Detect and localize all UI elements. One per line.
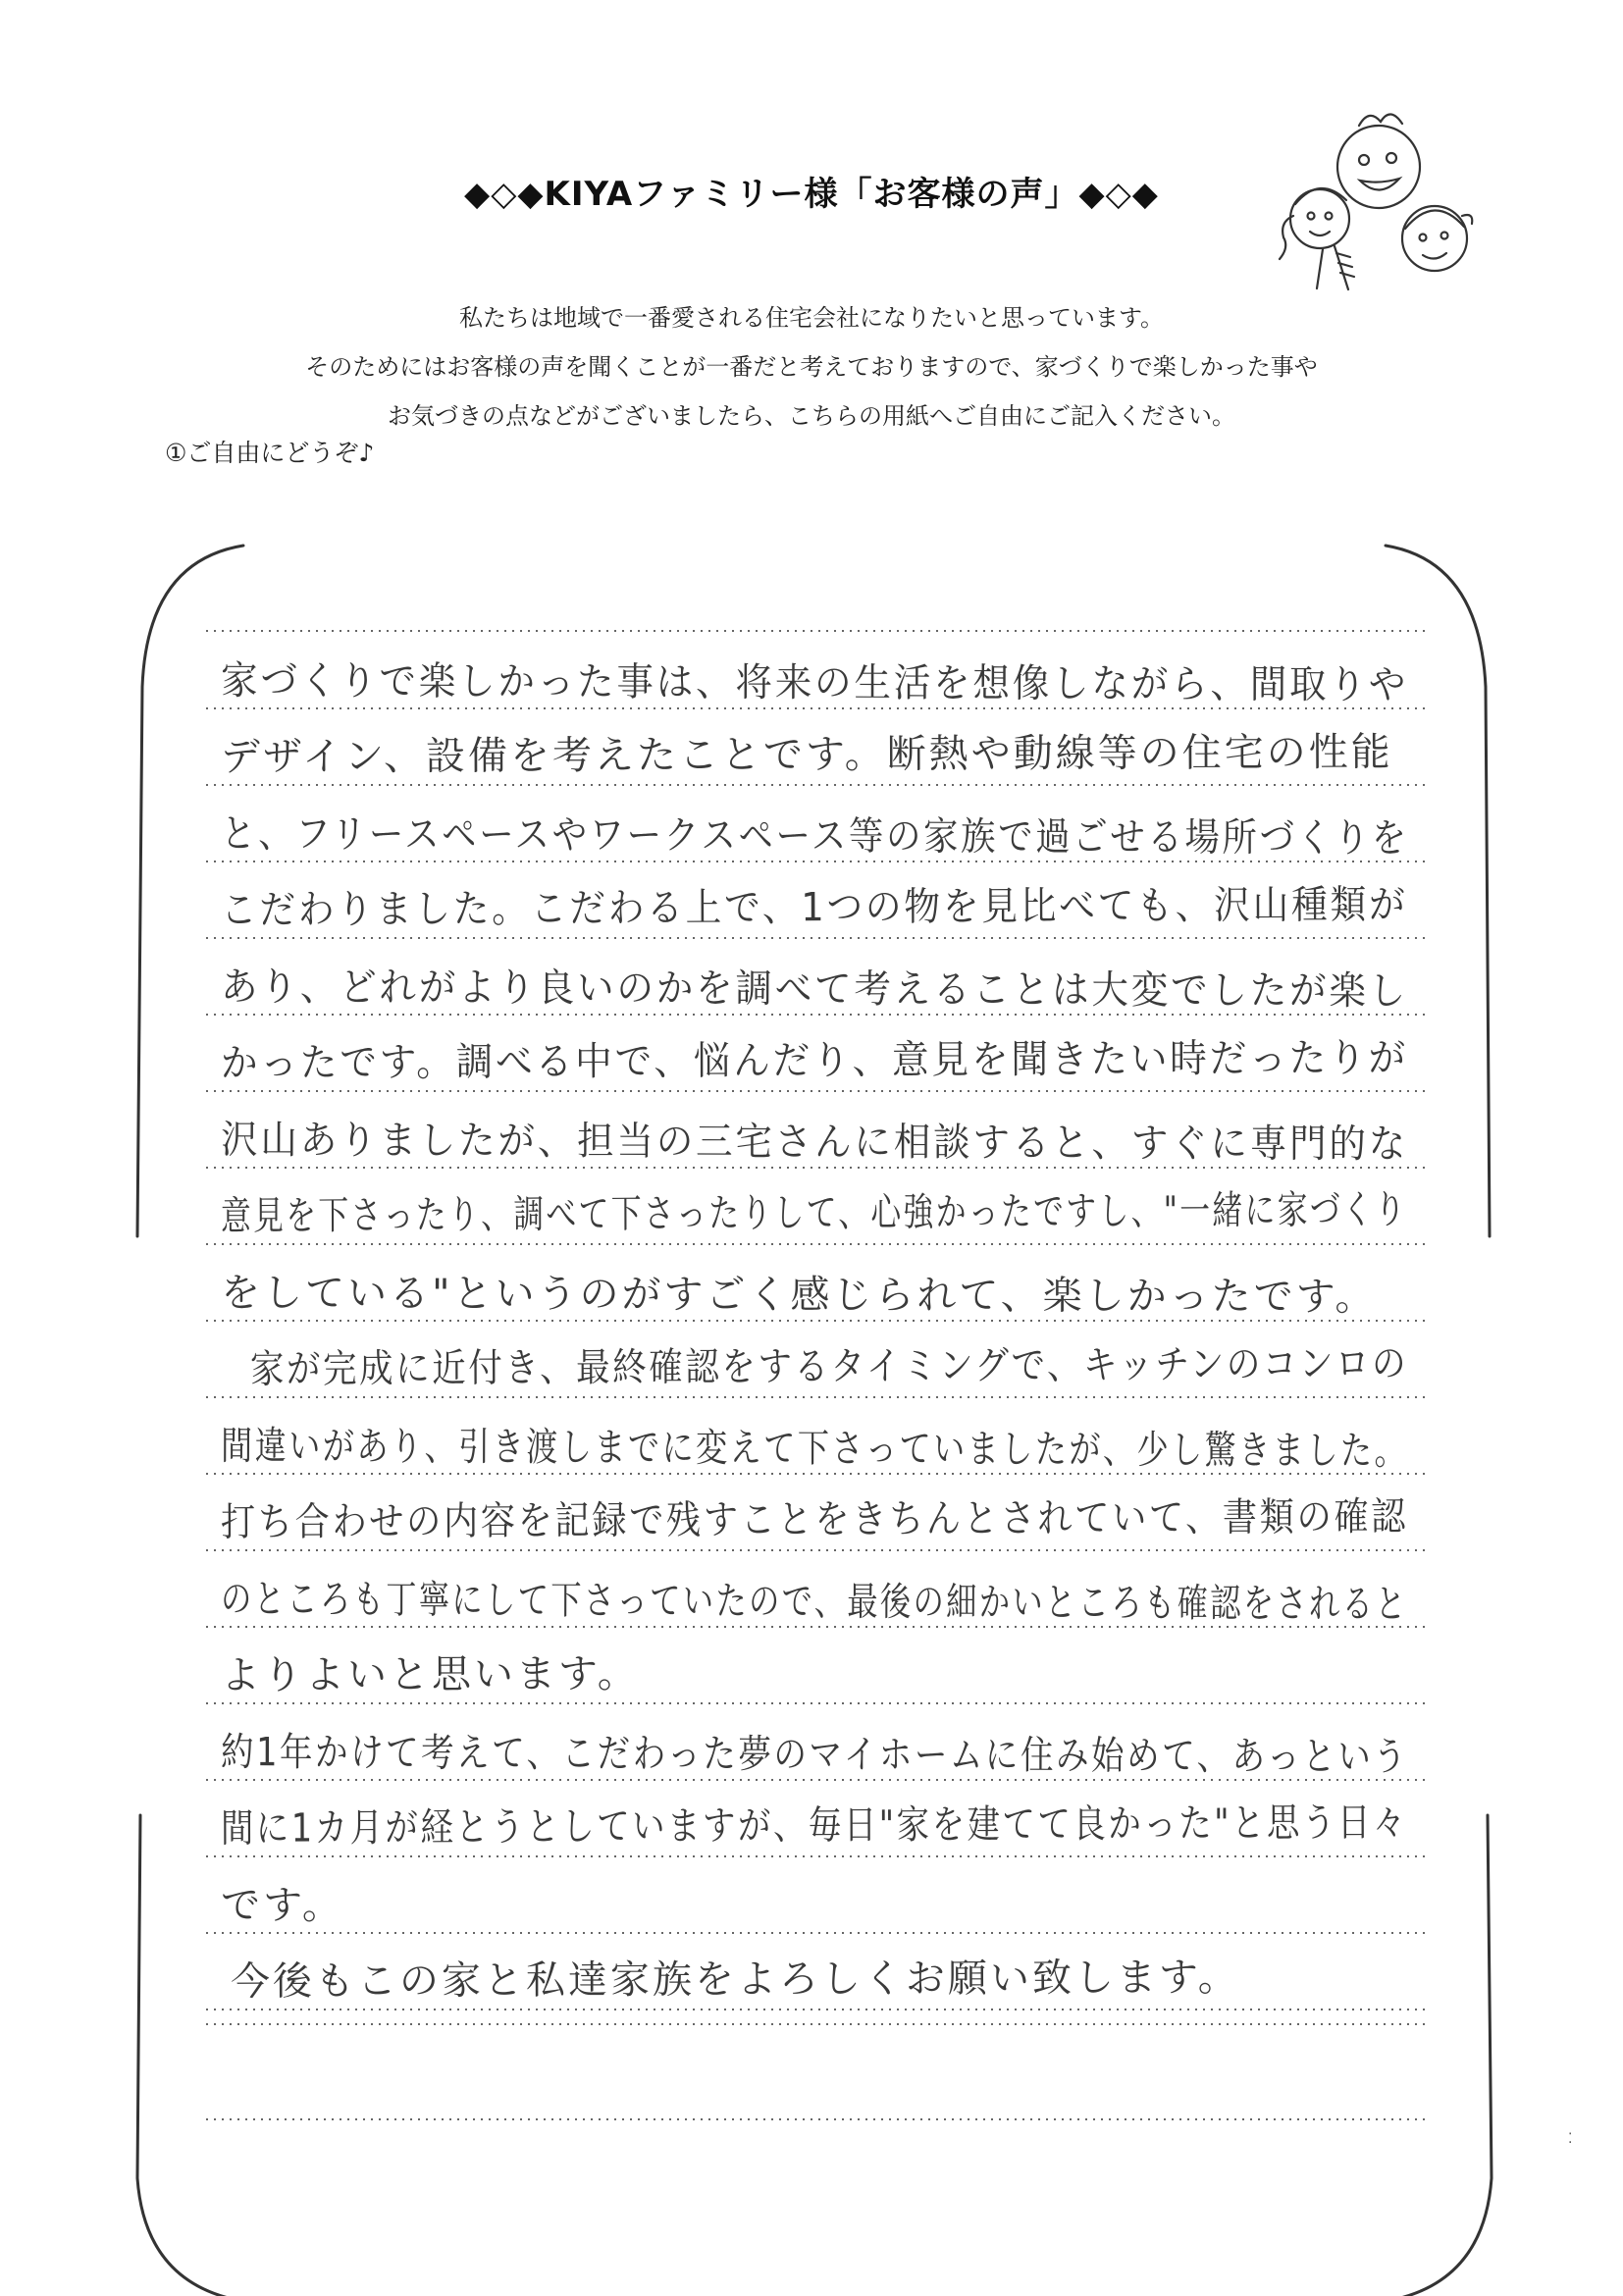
handwritten-line: 間に1カ月が経とうとしていますが、毎日"家を建てて良かった"と思う日々: [220, 1800, 1408, 1852]
handwritten-line: こだわりました。こだわる上で、1つの物を見比べても、沢山種類が: [220, 882, 1408, 933]
intro-line-1: 私たちは地域で一番愛される住宅会社になりたいと思っています。: [458, 304, 1165, 332]
handwritten-line: 約1年かけて考えて、こだわった夢のマイホームに住み始めて、あっという: [221, 1730, 1409, 1781]
intro-line-3: お気づきの点などがございましたら、こちらの用紙へご自由にご記入ください。: [388, 402, 1235, 430]
page-title: ◆◇◆KIYAファミリー様「お客様の声」◆◇◆: [464, 175, 1159, 214]
handwritten-line: 家が完成に近付き、最終確認をするタイミングで、キッチンのコンロの: [249, 1341, 1409, 1392]
corner-mark: ⁚: [1568, 2131, 1573, 2147]
handwritten-line: かったです。調べる中で、悩んだり、意見を聞きたい時だったりが: [220, 1035, 1409, 1086]
handwritten-line: と、フリースペースやワークスペース等の家族で過ごせる場所づくりを: [221, 811, 1409, 861]
intro-line-2: そのためにはお客様の声を聞くことが一番だと考えておりますので、家づくりで楽しかった事や: [305, 353, 1318, 381]
handwritten-line: あり、どれがより良いのかを調べて考えることは大変でしたが楽し: [221, 965, 1409, 1015]
handwritten-line: 今後もこの家と私達家族をよろしくお願い致します。: [230, 1955, 1240, 2005]
handwritten-line: をしている"というのがすごく感じられて、楽しかったです。: [221, 1271, 1378, 1321]
handwritten-line: 打ち合わせの内容を記録で残すことをきちんとされていて、書類の確認: [220, 1494, 1409, 1545]
handwritten-line: デザイン、設備を考えたことです。断熱や動線等の住宅の性能: [220, 729, 1393, 780]
handwritten-line: です。: [221, 1883, 344, 1929]
handwritten-line: のところも丁寧にして下さっていたので、最後の細かいところも確認をされると: [221, 1577, 1409, 1628]
handwritten-line: よりよいと思います。: [220, 1651, 640, 1698]
handwritten-line: 沢山ありましたが、担当の三宅さんに相談すると、すぐに専門的な: [221, 1118, 1409, 1168]
handwritten-line: 意見を下さったり、調べて下さったりして、心強かったですし、"一緒に家づくり: [220, 1187, 1408, 1239]
free-comment-prompt: ①ご自由にどうぞ♪: [165, 439, 375, 467]
handwritten-line: 家づくりで楽しかった事は、将来の生活を想像しながら、間取りや: [221, 658, 1409, 708]
handwritten-line: 間違いがあり、引き渡しまでに変えて下さっていましたが、少し驚きました。: [221, 1424, 1409, 1475]
